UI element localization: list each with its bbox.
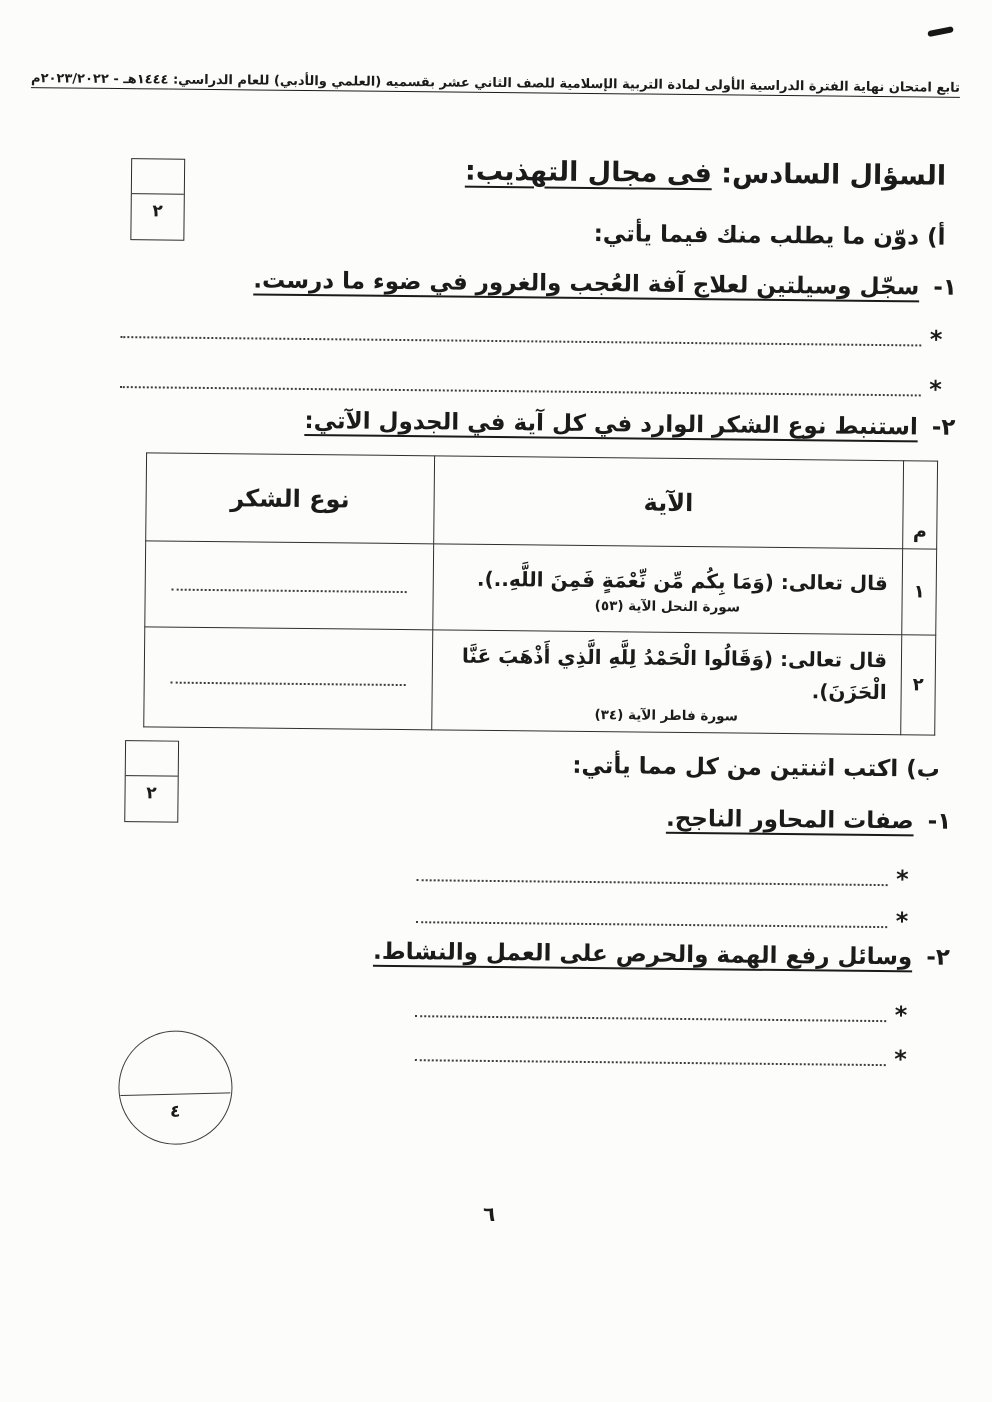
row-number: ١	[902, 549, 937, 635]
dotted-line	[120, 370, 922, 396]
answer-blank-b1-line1[interactable]	[417, 855, 909, 894]
dotted-line	[415, 999, 887, 1022]
part-b-item-1	[666, 806, 952, 835]
exam-header: تابع امتحان نهاية الفترة الدراسية الأولى لمادة التربية الإسلامية للصف الثاني عشر بقسميه (العلمي والأدبي) للعام الدراسي: ١٤٤٤هـ - ٢٠٢٣/٢٠٢٢م	[30, 71, 961, 96]
answer-blank-b2-line1[interactable]	[415, 991, 908, 1030]
question-title	[465, 156, 946, 192]
dotted-line	[120, 320, 922, 346]
item-number: ١-	[933, 274, 958, 301]
verse-cell	[432, 544, 902, 635]
item-number: ٢-	[926, 944, 951, 971]
part-b-label: ب) اكتب اثنتين من كل مما يأتي:	[572, 752, 940, 783]
answer-blank-b2-line2[interactable]	[415, 1035, 907, 1074]
score-box-part-a	[130, 158, 185, 241]
circle-divider	[120, 1092, 230, 1096]
row-number: ٢	[901, 635, 936, 735]
dotted-line	[415, 1043, 887, 1066]
dotted-line	[417, 863, 889, 886]
star-marker: *	[895, 907, 909, 936]
score-value-part-a: ٢	[152, 201, 163, 222]
dotted-line	[416, 905, 888, 928]
answer-blank-a1-line1[interactable]	[120, 312, 943, 354]
table-header-num: م	[903, 461, 938, 549]
verse-cell	[431, 630, 901, 735]
score-box-divider	[132, 193, 184, 195]
part-a-item-1	[253, 267, 957, 300]
verse-source: سورة فاطر الآية (٣٤)	[594, 706, 739, 725]
question-title-plain: السؤال السادس:	[721, 158, 947, 192]
star-marker: *	[895, 865, 909, 894]
answer-blank-b1-line2[interactable]	[416, 897, 909, 936]
verse-table	[143, 452, 938, 735]
score-box-divider	[126, 775, 178, 777]
item-number: ٢-	[931, 414, 956, 441]
star-marker: *	[894, 1045, 907, 1074]
part-a-item-2	[304, 408, 955, 441]
item-text: سجّل وسيلتين لعلاج آفة العُجب والغرور في ضوء ما درست.	[253, 267, 920, 301]
question-title-underlined: فى مجال التهذيب:	[464, 155, 713, 190]
total-score-value: ٤	[169, 1101, 181, 1122]
item-number: ١-	[927, 808, 952, 835]
page-number: ٦	[482, 1201, 496, 1227]
scan-mark	[927, 26, 954, 37]
score-box-part-b	[124, 740, 179, 823]
item-text: استنبط نوع الشكر الوارد في كل آية في الجدول الآتي:	[304, 407, 918, 441]
answer-cell[interactable]	[145, 541, 434, 630]
total-score-circle	[118, 1030, 233, 1145]
answer-cell[interactable]	[144, 627, 433, 730]
star-marker: *	[894, 1001, 908, 1030]
dotted-line	[171, 574, 406, 592]
verse-source: سورة النحل الآية (٥٣)	[594, 597, 741, 616]
table-row	[145, 541, 937, 635]
item-text: وسائل رفع الهمة والحرص على العمل والنشاط.	[372, 938, 913, 971]
table-header-type: نوع الشكر	[146, 453, 435, 544]
star-marker: *	[929, 375, 942, 404]
table-header-verse: الآية	[433, 456, 903, 549]
score-value-part-b: ٢	[146, 783, 157, 804]
dotted-line	[170, 667, 405, 685]
part-b-item-2	[373, 939, 950, 971]
star-marker: *	[929, 325, 943, 354]
part-a-label: أ) دوّن ما يطلب منك فيما يأتي:	[593, 221, 946, 251]
answer-blank-a1-line2[interactable]	[120, 362, 942, 404]
item-text: صفات المحاور الناجح.	[665, 805, 914, 835]
verse-text: قال تعالى: (وَقَالُوا الْحَمْدُ لِلَّهِ الَّذِي أَذْهَبَ عَنَّا الْحَزَنَ).	[461, 643, 888, 704]
table-row	[144, 627, 936, 735]
verse-text: قال تعالى: (وَمَا بِكُم مِّن نِّعْمَةٍ فَمِنَ اللَّهِ..).	[476, 566, 888, 595]
